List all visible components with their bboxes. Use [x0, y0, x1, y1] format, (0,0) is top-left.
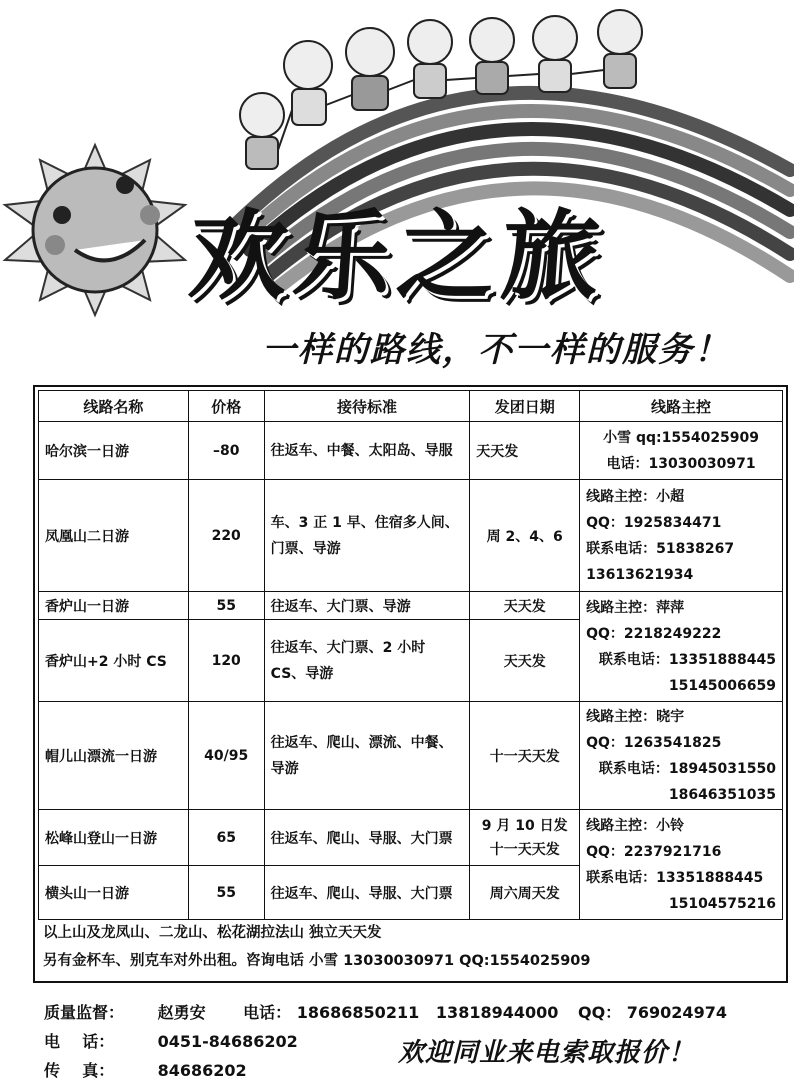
supervisor-qq: 769024974 — [626, 1003, 727, 1022]
table-note — [43, 919, 590, 975]
contact-line: QQ：1263541825 — [586, 734, 722, 751]
route-date: 周 2、4、6 — [470, 480, 580, 592]
column-header: 线路主控 — [580, 391, 783, 422]
sun-icon — [5, 145, 185, 315]
route-name: 横头山一日游 — [39, 866, 189, 920]
route-standard: 车、3 正 1 早、住宿多人间、门票、导游 — [264, 480, 470, 592]
welcome-message: 欢迎同业来电索取报价！ — [398, 1038, 696, 1068]
contact-line: 线路主控：小铃 — [586, 817, 685, 834]
contact-line: 15145006659 — [668, 677, 776, 694]
contact-line: QQ：1925834471 — [586, 514, 722, 531]
route-contact — [580, 702, 783, 810]
route-price: 220 — [188, 480, 264, 592]
contact-line: 小雪 qq:1554025909 — [603, 429, 760, 446]
route-name: 凤凰山二日游 — [39, 480, 189, 592]
route-price: 40/95 — [188, 702, 264, 810]
contact-line: 15104575216 — [668, 895, 776, 912]
route-contact — [580, 480, 783, 592]
contact-line: 联系电话：13351888445 — [586, 869, 764, 886]
route-price: 55 — [188, 866, 264, 920]
route-name: 松峰山登山一日游 — [39, 810, 189, 866]
supervisor-qq-label: QQ： — [577, 1003, 622, 1022]
supervisor-phone-label: 电话： — [243, 1003, 292, 1022]
contact-line: 13613621934 — [586, 566, 694, 583]
route-standard: 往返车、大门票、导游 — [264, 592, 470, 620]
contact-line: 电话：13030030971 — [606, 455, 756, 472]
route-date: 天天发 — [470, 422, 580, 480]
route-standard: 往返车、爬山、导服、大门票 — [264, 810, 470, 866]
header-banner — [0, 0, 794, 380]
table-row — [39, 702, 783, 810]
column-header: 线路名称 — [39, 391, 189, 422]
contact-line: QQ：2218249222 — [586, 625, 722, 642]
contact-line: 线路主控：小超 — [586, 488, 685, 505]
route-date: 十一天天发 — [470, 702, 580, 810]
contact-line: 线路主控：晓宇 — [586, 708, 685, 725]
route-price: 120 — [188, 620, 264, 702]
route-standard: 往返车、大门票、2 小时 CS、导游 — [264, 620, 470, 702]
route-price: 55 — [188, 592, 264, 620]
route-price: 65 — [188, 810, 264, 866]
route-date: 天天发 — [470, 620, 580, 702]
route-table — [38, 390, 783, 920]
slogan: 一样的路线，不一样的服务！ — [262, 330, 730, 370]
route-name: 帽儿山漂流一日游 — [39, 702, 189, 810]
fax-label: 传 真： — [44, 1061, 115, 1080]
table-row — [39, 480, 783, 592]
column-header: 接待标准 — [264, 391, 470, 422]
route-standard: 往返车、爬山、导服、大门票 — [264, 866, 470, 920]
route-name: 哈尔滨一日游 — [39, 422, 189, 480]
table-row — [39, 422, 783, 480]
supervisor-label: 质量监督： — [44, 1003, 125, 1022]
route-date: 天天发 — [470, 592, 580, 620]
supervisor-name: 赵勇安 — [157, 1003, 206, 1022]
fax-number: 84686202 — [157, 1061, 247, 1080]
route-name: 香炉山+2 小时 CS — [39, 620, 189, 702]
route-contact — [580, 810, 783, 920]
route-contact — [580, 592, 783, 702]
contact-line: 联系电话：13351888445 — [598, 651, 776, 668]
note-line: 以上山及龙凤山、二龙山、松花湖拉法山 独立天天发 — [43, 925, 382, 941]
page-title: 欢乐之旅 — [185, 200, 610, 314]
tel-label: 电 话： — [44, 1032, 115, 1051]
route-contact — [580, 422, 783, 480]
note-line: 另有金杯车、别克车对外出租。咨询电话 小雪 13030030971 QQ:1554025909 — [43, 953, 591, 969]
route-date: 9 月 10 日发 十一天天发 — [470, 810, 580, 866]
contact-line: QQ：2237921716 — [586, 843, 722, 860]
tel-number: 0451-84686202 — [157, 1032, 298, 1051]
contact-line: 线路主控：萍萍 — [586, 599, 685, 616]
table-row — [39, 810, 783, 866]
contact-line: 联系电话：51838267 — [586, 540, 735, 557]
column-header: 发团日期 — [470, 391, 580, 422]
table-row — [39, 592, 783, 620]
route-name: 香炉山一日游 — [39, 592, 189, 620]
route-table-frame — [33, 385, 788, 983]
contact-line: 联系电话：18945031550 — [598, 760, 776, 777]
supervisor-phone: 18686850211 13818944000 — [296, 1003, 559, 1022]
column-header: 价格 — [188, 391, 264, 422]
route-standard: 往返车、爬山、漂流、中餐、导游 — [264, 702, 470, 810]
route-price: –80 — [188, 422, 264, 480]
route-standard: 往返车、中餐、太阳岛、导服 — [264, 422, 470, 480]
table-header-row — [39, 391, 783, 422]
supervisor-row — [44, 998, 727, 1027]
route-date: 周六周天发 — [470, 866, 580, 920]
contact-line: 18646351035 — [668, 786, 776, 803]
